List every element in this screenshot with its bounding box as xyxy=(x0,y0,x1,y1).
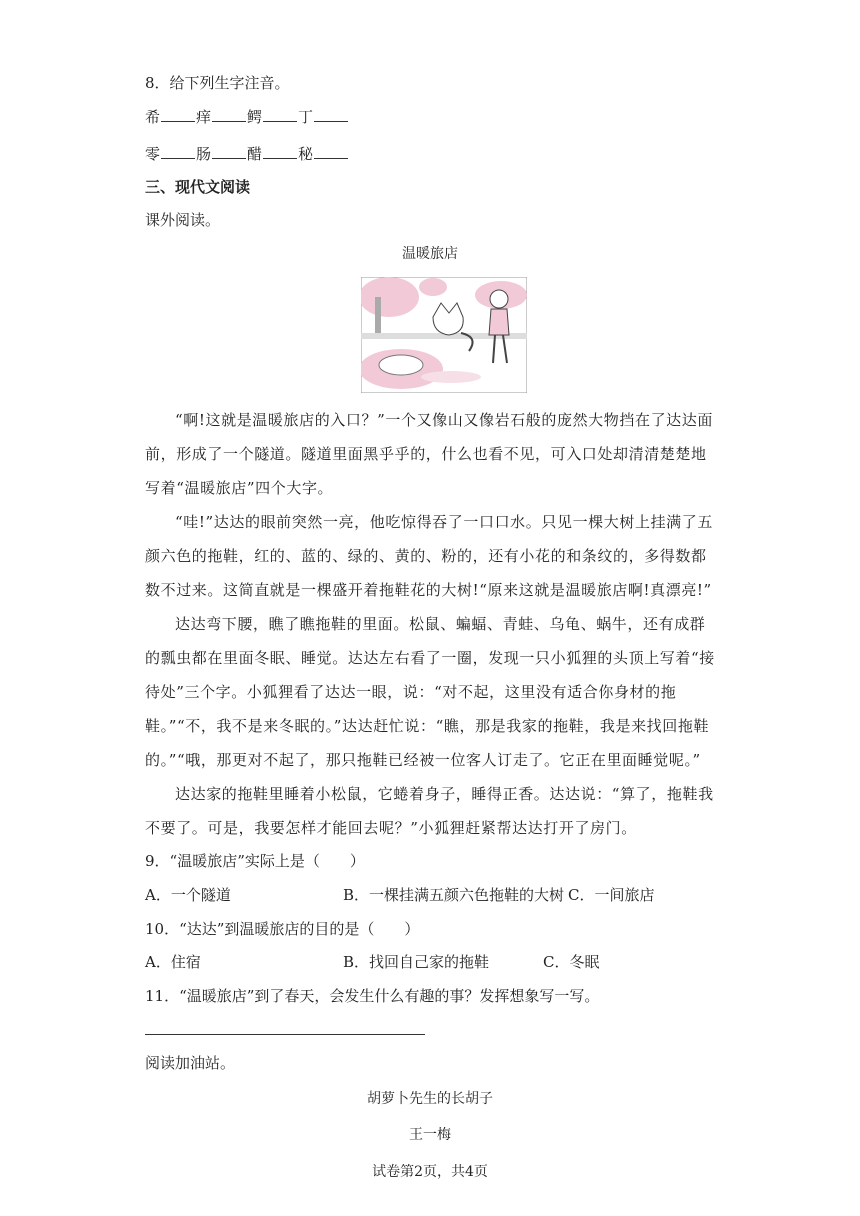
q10-prompt: 10．“达达”到温暖旅店的目的是（ ） xyxy=(145,920,420,938)
q8-row2 xyxy=(145,143,349,164)
q10-option-a[interactable]: A．住宿 xyxy=(145,953,201,971)
answer-blank[interactable] xyxy=(161,144,195,159)
reading1-intro: 课外阅读。 xyxy=(145,211,221,229)
story-paragraph: 达达弯下腰，瞧了瞧拖鞋的里面。松鼠、蝙蝠、青蛙、乌龟、蜗牛，还有成群的瓢虫都在里面冬眠、睡觉。达达左右看了一圈，发现一只小狐狸的头顶上写着“接待处”三个字。小狐狸看了达达一眼，说：“对不起，这里没有适合你身材的拖鞋。”“不，我不是来冬眠的。”达达赶忙说：“瞧，那是我家的拖鞋，我是来找回拖鞋的。”“哦，那更对不起了，那只拖鞋已经被一位客人订走了。它正在里面睡觉呢。” xyxy=(145,615,715,769)
char: 丁 xyxy=(298,108,314,126)
story-paragraph: 达达家的拖鞋里睡着小松鼠，它蜷着身子，睡得正香。达达说：“算了，拖鞋我不要了。可是，我要怎样才能回去呢？”小狐狸赶紧帮达达打开了房门。 xyxy=(145,785,714,837)
answer-blank[interactable] xyxy=(314,107,348,122)
story-paragraph: “啊!这就是温暖旅店的入口？”一个又像山又像岩石般的庞然大物挡在了达达面前，形成了一个隧道。隧道里面黑乎乎的，什么也看不见，可入口处却清清楚楚地写着“温暖旅店”四个大字。 xyxy=(145,411,713,497)
q8-prompt: 8．给下列生字注音。 xyxy=(145,74,290,92)
q8-row1 xyxy=(145,106,349,127)
answer-blank[interactable] xyxy=(212,107,246,122)
char: 鳄 xyxy=(247,108,263,126)
section-title: 三、现代文阅读 xyxy=(145,178,251,196)
story-text xyxy=(145,403,715,845)
char: 希 xyxy=(145,108,161,126)
story-illustration xyxy=(361,277,527,393)
char: 醋 xyxy=(247,145,263,163)
q9-option-a[interactable]: A．一个隧道 xyxy=(145,886,231,904)
page-footer: 试卷第2页，共4页 xyxy=(372,1164,488,1180)
q10-option-c[interactable]: C．冬眠 xyxy=(543,953,600,971)
answer-line[interactable] xyxy=(145,1034,425,1035)
q11-prompt: 11．“温暖旅店”到了春天，会发生什么有趣的事？发挥想象写一写。 xyxy=(145,987,600,1005)
reading1-title: 温暖旅店 xyxy=(402,246,458,262)
answer-blank[interactable] xyxy=(263,144,297,159)
answer-blank[interactable] xyxy=(212,144,246,159)
reading2-title: 胡萝卜先生的长胡子 xyxy=(367,1091,493,1107)
q9-option-b[interactable]: B．一棵挂满五颜六色拖鞋的大树 xyxy=(343,886,565,904)
char: 秘 xyxy=(298,145,314,163)
reading2-author: 王一梅 xyxy=(409,1127,451,1143)
char: 痒 xyxy=(196,108,212,126)
q9-option-c[interactable]: C．一间旅店 xyxy=(568,886,655,904)
char: 肠 xyxy=(196,145,212,163)
answer-blank[interactable] xyxy=(161,107,195,122)
answer-blank[interactable] xyxy=(314,144,348,159)
answer-blank[interactable] xyxy=(263,107,297,122)
char: 零 xyxy=(145,145,161,163)
reading2-intro: 阅读加油站。 xyxy=(145,1054,236,1072)
q9-prompt: 9．“温暖旅店”实际上是（ ） xyxy=(145,852,365,870)
q10-option-b[interactable]: B．找回自己家的拖鞋 xyxy=(343,953,490,971)
story-paragraph: “哇!”达达的眼前突然一亮，他吃惊得吞了一口口水。只见一棵大树上挂满了五颜六色的拖鞋，红的、蓝的、绿的、黄的、粉的，还有小花的和条纹的，多得数都数不过来。这简直就是一棵盛开着拖鞋花的大树!“原来这就是温暖旅店啊!真漂亮!” xyxy=(145,513,713,599)
